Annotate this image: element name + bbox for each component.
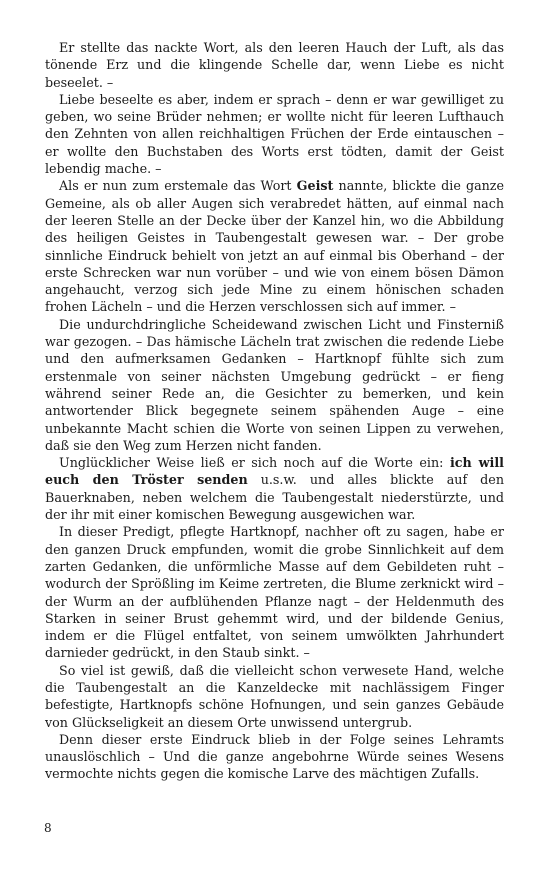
body-text bbox=[45, 39, 504, 783]
text-run: u.s.w. und alles blickte auf den Bauerknaben, neben welchem die Taubengestalt niederstürzte, und der ihr mit einer komischen Bewegung ausgewichen war. bbox=[45, 472, 504, 523]
paragraph bbox=[45, 454, 504, 523]
paragraph bbox=[45, 91, 504, 177]
text-run: Denn dieser erste Eindruck blieb in der Folge seines Lehramts unauslöschlich – Und die ganze angebohrne Würde seines Wesens vermochte nichts gegen die komische Larve des mächtigen Zufalls. bbox=[45, 731, 504, 782]
text-run: nannte, blickte die ganze Gemeine, als ob aller Augen sich verabredet hätten, auf einmal nach der leeren Stelle an der Decke über der Kanzel hin, wo die Abbildung des heiligen Geistes in Taubengestalt gewesen war. – Der grobe sinnliche Eindruck behielt von jetzt an auf einmal bis Oberhand – der erste Schrecken war nun vorüber – und wie von einem bösen Dämon angehaucht, verzog sich jede Mine zu einem hönischen schaden frohen Lächeln – und die Herzen verschlossen sich auf immer. – bbox=[45, 178, 505, 315]
paragraph bbox=[45, 39, 504, 91]
paragraph bbox=[45, 177, 504, 315]
emphasized-text: ich will euch den Tröster senden bbox=[45, 455, 504, 488]
emphasized-text: Geist bbox=[296, 178, 334, 194]
paragraph bbox=[45, 316, 504, 454]
text-run: Unglücklicher Weise ließ er sich noch auf die Worte ein: bbox=[59, 455, 450, 471]
text-run: Die undurchdringliche Scheidewand zwischen Licht und Finsterniß war gezogen. – Das hämische Lächeln trat zwischen die redende Liebe und den aufmerksamen Gedanken – Hartknopf fühlte sich zum erstenmale von seiner nächsten Umgebung gedrückt – er fieng während seiner Rede an, die Gesichter zu bemerken, und kein antwortender Blick begegnete seinem spähenden Auge – eine unbekannte Macht schien die Worte von seinen Lippen zu verwehen, daß sie den Weg zum Herzen nicht fanden. bbox=[45, 316, 504, 453]
text-run: So viel ist gewiß, daß die vielleicht schon verwesete Hand, welche die Taubengestalt an die Kanzeldecke mit nachlässigem Finger befestigte, Hartknopfs schöne Hofnungen, und sein ganzes Gebäude von Glückseligkeit an diesem Orte unwissend untergrub. bbox=[45, 662, 504, 730]
text-run: Er stellte das nackte Wort, als den leeren Hauch der Luft, als das tönende Erz und die klingende Schelle dar, wenn Liebe es nicht beseelet. – bbox=[45, 40, 504, 90]
text-run: Liebe beseelte es aber, indem er sprach – denn er war gewilliget zu geben, wo seine Brüder nehmen; er wollte nicht für leeren Lufthauch den Zehnten von allen reichhaltigen Früchen der Erde eintauschen – er wollte den Buchstaben des Worts erst tödten, damit der Geist lebendig mache. – bbox=[45, 91, 504, 177]
paragraph bbox=[45, 731, 504, 783]
paragraph bbox=[45, 662, 504, 731]
text-run: In dieser Predigt, pflegte Hartknopf, nachher oft zu sagen, habe er den ganzen Druck empfunden, womit die grobe Sinnlichkeit auf dem zarten Gedanken, die unförmliche Masse auf dem Gebildeten ruht – wodurch der Sprößling im Keime zertreten, die Blume zerknickt wird – der Wurm an der aufblühenden Pflanze nagt – der Heldenmuth des Starken in seiner Brust gehemmt wird, und der bildende Genius, indem er die Flügel entfaltet, von seinem umwölkten Jahrhundert darnieder gedrückt, in den Staub sinkt. – bbox=[45, 524, 504, 661]
paragraph bbox=[45, 523, 504, 661]
text-run: Als er nun zum erstemale das Wort bbox=[59, 178, 297, 194]
page-number: 8 bbox=[44, 821, 52, 835]
